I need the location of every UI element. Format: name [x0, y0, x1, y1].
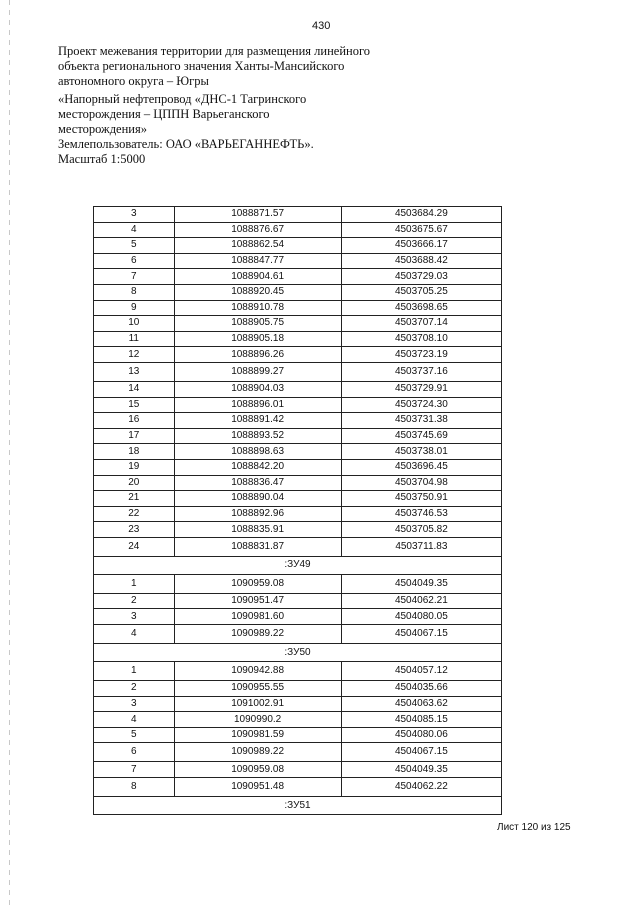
y-coordinate-cell: 4503666.17 — [341, 238, 501, 254]
point-number-cell: 8 — [94, 284, 175, 300]
table-row — [94, 238, 502, 254]
point-number-cell: 1 — [94, 662, 175, 681]
x-coordinate-cell: 1088890.04 — [174, 491, 341, 507]
table-section-row — [94, 797, 502, 815]
x-coordinate-cell: 1090955.55 — [174, 681, 341, 697]
x-coordinate-cell: 1088896.26 — [174, 347, 341, 363]
x-coordinate-cell: 1088920.45 — [174, 284, 341, 300]
header-project-line: объекта регионального значения Ханты-Мансийского — [58, 58, 345, 73]
y-coordinate-cell: 4504049.35 — [341, 762, 501, 778]
table-row — [94, 316, 502, 332]
table-row — [94, 727, 502, 743]
point-number-cell: 13 — [94, 362, 175, 381]
point-number-cell: 4 — [94, 712, 175, 728]
table-row — [94, 762, 502, 778]
x-coordinate-cell: 1090989.22 — [174, 625, 341, 644]
y-coordinate-cell: 4503738.01 — [341, 444, 501, 460]
y-coordinate-cell: 4504080.05 — [341, 609, 501, 625]
table-row — [94, 574, 502, 593]
x-coordinate-cell: 1088899.27 — [174, 362, 341, 381]
y-coordinate-cell: 4504063.62 — [341, 696, 501, 712]
point-number-cell: 5 — [94, 238, 175, 254]
point-number-cell: 4 — [94, 222, 175, 238]
coordinates-table — [93, 206, 502, 815]
point-number-cell: 5 — [94, 727, 175, 743]
x-coordinate-cell: 1088904.03 — [174, 381, 341, 397]
y-coordinate-cell: 4503729.91 — [341, 381, 501, 397]
x-coordinate-cell: 1088862.54 — [174, 238, 341, 254]
point-number-cell: 20 — [94, 475, 175, 491]
x-coordinate-cell: 1088847.77 — [174, 253, 341, 269]
header-project-line: Проект межевания территории для размещения линейного — [58, 44, 371, 58]
y-coordinate-cell: 4504049.35 — [341, 574, 501, 593]
table-row — [94, 362, 502, 381]
x-coordinate-cell: 1090959.08 — [174, 762, 341, 778]
y-coordinate-cell: 4503729.03 — [341, 269, 501, 285]
point-number-cell: 19 — [94, 459, 175, 475]
y-coordinate-cell: 4503745.69 — [341, 428, 501, 444]
point-number-cell: 18 — [94, 444, 175, 460]
x-coordinate-cell: 1091002.91 — [174, 696, 341, 712]
point-number-cell: 1 — [94, 574, 175, 593]
y-coordinate-cell: 4503750.91 — [341, 491, 501, 507]
header-object-line: «Напорный нефтепровод «ДНС-1 Тагринского — [58, 92, 307, 107]
table-row — [94, 207, 502, 223]
x-coordinate-cell: 1090951.47 — [174, 593, 341, 609]
x-coordinate-cell: 1088836.47 — [174, 475, 341, 491]
x-coordinate-cell: 1088876.67 — [174, 222, 341, 238]
table-row — [94, 475, 502, 491]
point-number-cell: 6 — [94, 253, 175, 269]
point-number-cell: 9 — [94, 300, 175, 316]
y-coordinate-cell: 4503705.25 — [341, 284, 501, 300]
table-row — [94, 397, 502, 413]
point-number-cell: 16 — [94, 413, 175, 429]
x-coordinate-cell: 1088893.52 — [174, 428, 341, 444]
y-coordinate-cell: 4503704.98 — [341, 475, 501, 491]
point-number-cell: 24 — [94, 537, 175, 556]
y-coordinate-cell: 4504062.22 — [341, 778, 501, 797]
table-row — [94, 459, 502, 475]
x-coordinate-cell: 1088905.75 — [174, 316, 341, 332]
table-section-row — [94, 644, 502, 662]
header-object-line: месторождения» — [58, 121, 147, 136]
point-number-cell: 7 — [94, 762, 175, 778]
header-scale: Масштаб 1:5000 — [58, 151, 146, 166]
table-row — [94, 625, 502, 644]
y-coordinate-cell: 4504080.06 — [341, 727, 501, 743]
x-coordinate-cell: 1090989.22 — [174, 743, 341, 762]
y-coordinate-cell: 4504062.21 — [341, 593, 501, 609]
y-coordinate-cell: 4503684.29 — [341, 207, 501, 223]
header-land-user: Землепользователь: ОАО «ВАРЬЕГАННЕФТЬ». — [58, 136, 314, 151]
point-number-cell: 2 — [94, 681, 175, 697]
point-number-cell: 11 — [94, 331, 175, 347]
table-row — [94, 491, 502, 507]
y-coordinate-cell: 4503705.82 — [341, 522, 501, 538]
table-row — [94, 609, 502, 625]
point-number-cell: 3 — [94, 207, 175, 223]
x-coordinate-cell: 1088905.18 — [174, 331, 341, 347]
y-coordinate-cell: 4503731.38 — [341, 413, 501, 429]
point-number-cell: 3 — [94, 696, 175, 712]
point-number-cell: 3 — [94, 609, 175, 625]
x-coordinate-cell: 1088904.61 — [174, 269, 341, 285]
section-label: :ЗУ51 — [94, 797, 502, 815]
table-row — [94, 444, 502, 460]
table-row — [94, 681, 502, 697]
y-coordinate-cell: 4503675.67 — [341, 222, 501, 238]
y-coordinate-cell: 4503696.45 — [341, 459, 501, 475]
x-coordinate-cell: 1090981.60 — [174, 609, 341, 625]
table-row — [94, 506, 502, 522]
x-coordinate-cell: 1088842.20 — [174, 459, 341, 475]
page-edge-line — [9, 0, 10, 905]
x-coordinate-cell: 1090959.08 — [174, 574, 341, 593]
section-label: :ЗУ50 — [94, 644, 502, 662]
point-number-cell: 23 — [94, 522, 175, 538]
y-coordinate-cell: 4503746.53 — [341, 506, 501, 522]
point-number-cell: 21 — [94, 491, 175, 507]
y-coordinate-cell: 4503723.19 — [341, 347, 501, 363]
table-section-row — [94, 556, 502, 574]
point-number-cell: 17 — [94, 428, 175, 444]
y-coordinate-cell: 4503711.83 — [341, 537, 501, 556]
table-row — [94, 712, 502, 728]
y-coordinate-cell: 4504057.12 — [341, 662, 501, 681]
table-row — [94, 284, 502, 300]
table-row — [94, 269, 502, 285]
point-number-cell: 7 — [94, 269, 175, 285]
page-number: 430 — [312, 20, 331, 32]
table-row — [94, 593, 502, 609]
point-number-cell: 14 — [94, 381, 175, 397]
table-row — [94, 413, 502, 429]
table-row — [94, 381, 502, 397]
table-row — [94, 522, 502, 538]
point-number-cell: 6 — [94, 743, 175, 762]
y-coordinate-cell: 4504085.15 — [341, 712, 501, 728]
y-coordinate-cell: 4503707.14 — [341, 316, 501, 332]
x-coordinate-cell: 1088831.87 — [174, 537, 341, 556]
x-coordinate-cell: 1090990.2 — [174, 712, 341, 728]
table-row — [94, 300, 502, 316]
y-coordinate-cell: 4504067.15 — [341, 743, 501, 762]
section-label: :ЗУ49 — [94, 556, 502, 574]
y-coordinate-cell: 4503688.42 — [341, 253, 501, 269]
table-row — [94, 662, 502, 681]
x-coordinate-cell: 1088892.96 — [174, 506, 341, 522]
x-coordinate-cell: 1088896.01 — [174, 397, 341, 413]
table-row — [94, 222, 502, 238]
point-number-cell: 22 — [94, 506, 175, 522]
sheet-counter: Лист 120 из 125 — [497, 822, 571, 833]
y-coordinate-cell: 4503698.65 — [341, 300, 501, 316]
table-row — [94, 428, 502, 444]
header-object-line: месторождения – ЦППН Варьеганского — [58, 107, 270, 122]
x-coordinate-cell: 1088835.91 — [174, 522, 341, 538]
point-number-cell: 4 — [94, 625, 175, 644]
x-coordinate-cell: 1088898.63 — [174, 444, 341, 460]
y-coordinate-cell: 4504035.66 — [341, 681, 501, 697]
table-row — [94, 743, 502, 762]
table-row — [94, 253, 502, 269]
table-row — [94, 778, 502, 797]
x-coordinate-cell: 1090951.48 — [174, 778, 341, 797]
table-row — [94, 696, 502, 712]
point-number-cell: 15 — [94, 397, 175, 413]
point-number-cell: 12 — [94, 347, 175, 363]
x-coordinate-cell: 1088871.57 — [174, 207, 341, 223]
header-project-line: автономного округа – Югры — [58, 73, 209, 88]
point-number-cell: 2 — [94, 593, 175, 609]
y-coordinate-cell: 4503737.16 — [341, 362, 501, 381]
x-coordinate-cell: 1088910.78 — [174, 300, 341, 316]
table-row — [94, 331, 502, 347]
document-header — [58, 44, 388, 166]
x-coordinate-cell: 1090981.59 — [174, 727, 341, 743]
point-number-cell: 10 — [94, 316, 175, 332]
y-coordinate-cell: 4503724.30 — [341, 397, 501, 413]
table-row — [94, 537, 502, 556]
table-row — [94, 347, 502, 363]
point-number-cell: 8 — [94, 778, 175, 797]
y-coordinate-cell: 4504067.15 — [341, 625, 501, 644]
coordinates-table-body — [94, 207, 502, 815]
x-coordinate-cell: 1090942.88 — [174, 662, 341, 681]
y-coordinate-cell: 4503708.10 — [341, 331, 501, 347]
x-coordinate-cell: 1088891.42 — [174, 413, 341, 429]
